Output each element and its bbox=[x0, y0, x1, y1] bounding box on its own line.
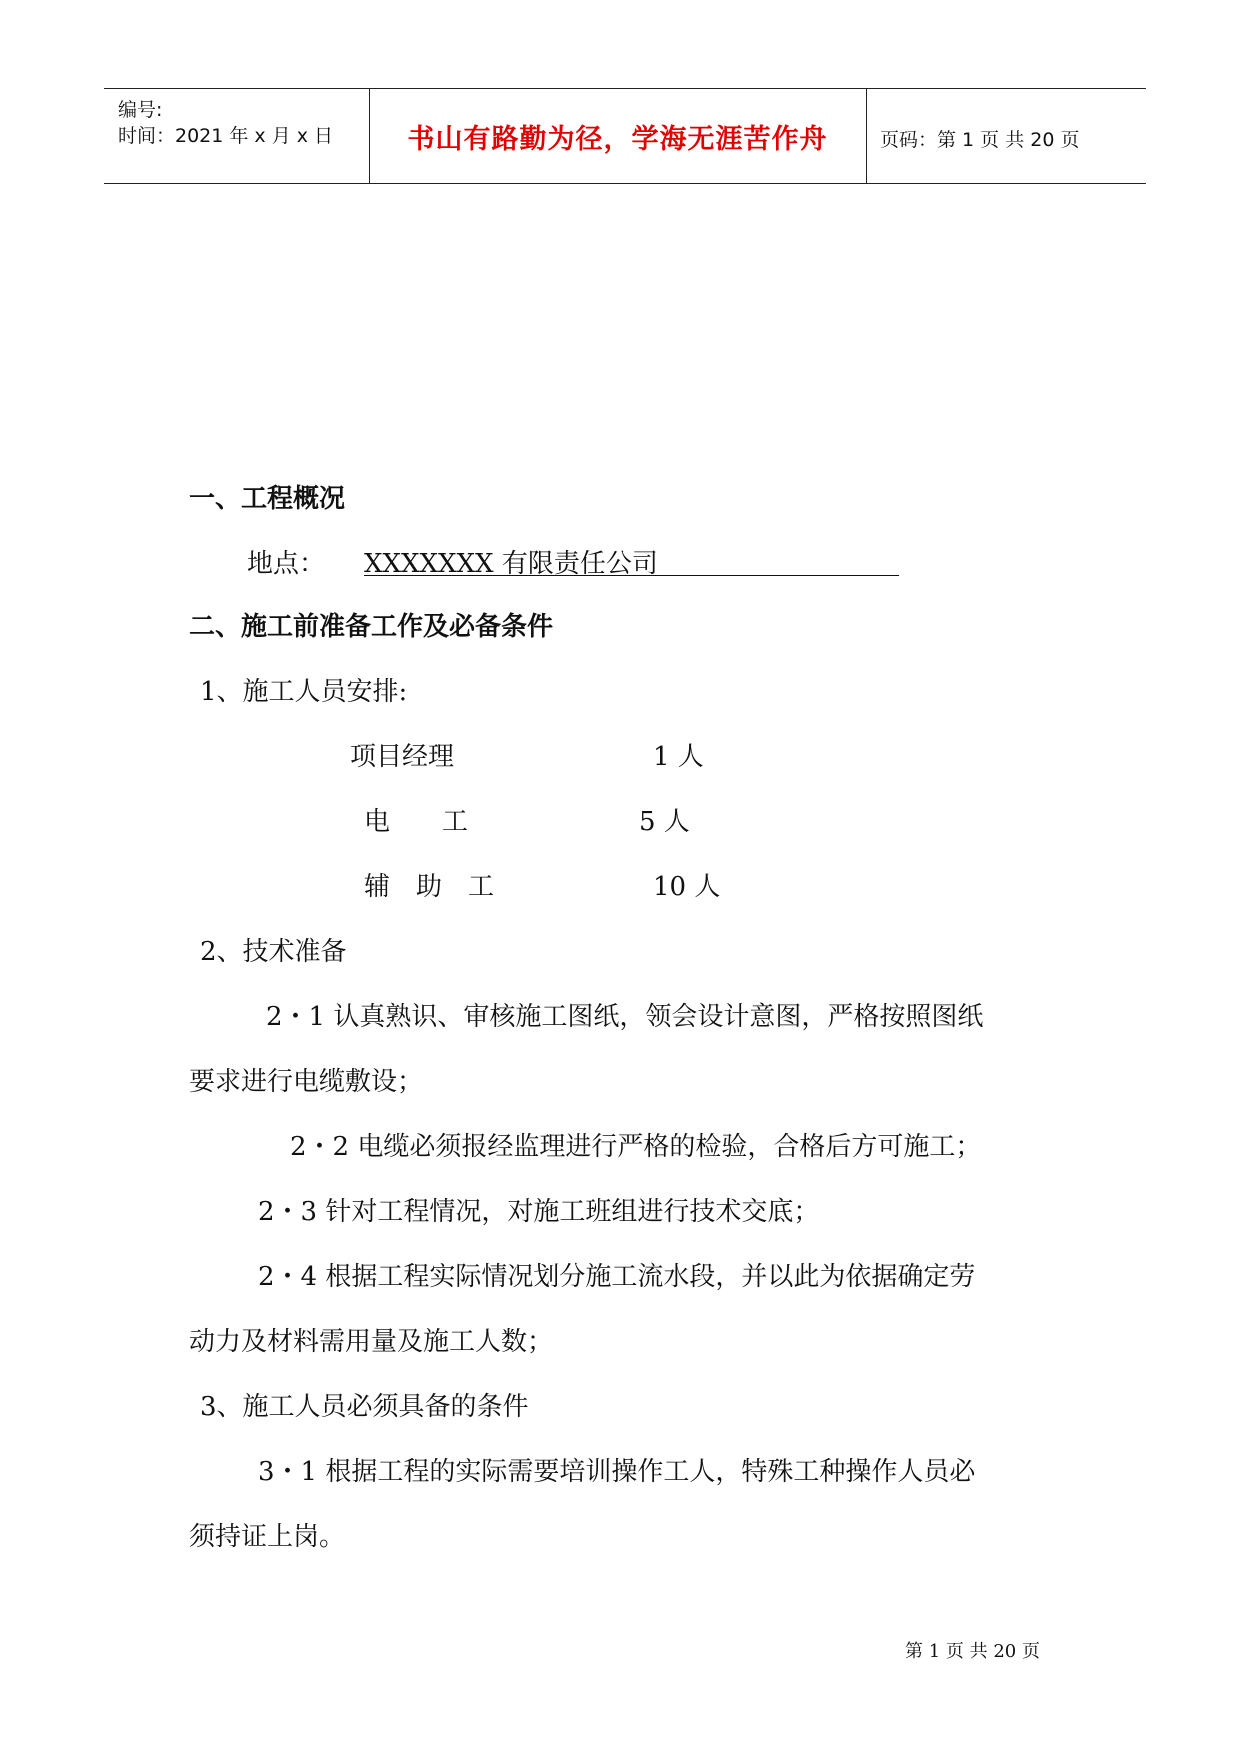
staff-count-manager: 1 人 bbox=[653, 742, 704, 772]
header-right-cell bbox=[866, 89, 1146, 183]
location-label: 地点： bbox=[247, 549, 326, 579]
paragraph-2-4-line-2: 动力及材料需用量及施工人数； bbox=[189, 1327, 554, 1357]
paragraph-2-3: 2・3 针对工程情况，对施工班组进行技术交底； bbox=[258, 1197, 820, 1227]
staff-role-assistant: 辅 助 工 bbox=[364, 872, 495, 902]
document-number-label: 编号: bbox=[118, 99, 163, 121]
section-2-title: 二、施工前准备工作及必备条件 bbox=[189, 612, 554, 642]
document-header bbox=[104, 88, 1146, 184]
staff-role-manager: 项目经理 bbox=[350, 742, 455, 772]
header-left-cell bbox=[104, 89, 370, 183]
staff-count-electrician: 5 人 bbox=[639, 807, 690, 837]
item-2-title: 2、技术准备 bbox=[200, 937, 347, 967]
location-value: XXXXXXX 有限责任公司 bbox=[364, 549, 658, 579]
paragraph-2-2: 2・2 电缆必须报经监理进行严格的检验，合格后方可施工； bbox=[290, 1132, 982, 1162]
section-1-title: 一、工程概况 bbox=[189, 484, 346, 514]
staff-role-electrician: 电 工 bbox=[364, 807, 469, 837]
document-date: 时间：2021 年 x 月 x 日 bbox=[118, 125, 334, 147]
paragraph-3-1-line-1: 3・1 根据工程的实际需要培训操作工人，特殊工种操作人员必 bbox=[258, 1457, 976, 1487]
paragraph-3-1-line-2: 须持证上岗。 bbox=[189, 1522, 346, 1552]
staff-count-assistant: 10 人 bbox=[653, 872, 721, 902]
header-middle-cell bbox=[369, 89, 867, 183]
item-3-title: 3、施工人员必须具备的条件 bbox=[200, 1392, 529, 1422]
item-1-title: 1、施工人员安排: bbox=[200, 677, 408, 707]
location-underline bbox=[364, 575, 899, 576]
paragraph-2-1-line-2: 要求进行电缆敷设； bbox=[189, 1067, 424, 1097]
header-motto: 书山有路勤为径，学海无涯苦作舟 bbox=[407, 124, 828, 155]
header-page-info: 页码：第 1 页 共 20 页 bbox=[880, 129, 1080, 151]
page-footer: 第 1 页 共 20 页 bbox=[905, 1641, 1040, 1662]
paragraph-2-1-line-1: 2・1 认真熟识、审核施工图纸，领会设计意图，严格按照图纸 bbox=[266, 1002, 984, 1032]
paragraph-2-4-line-1: 2・4 根据工程实际情况划分施工流水段，并以此为依据确定劳 bbox=[258, 1262, 976, 1292]
